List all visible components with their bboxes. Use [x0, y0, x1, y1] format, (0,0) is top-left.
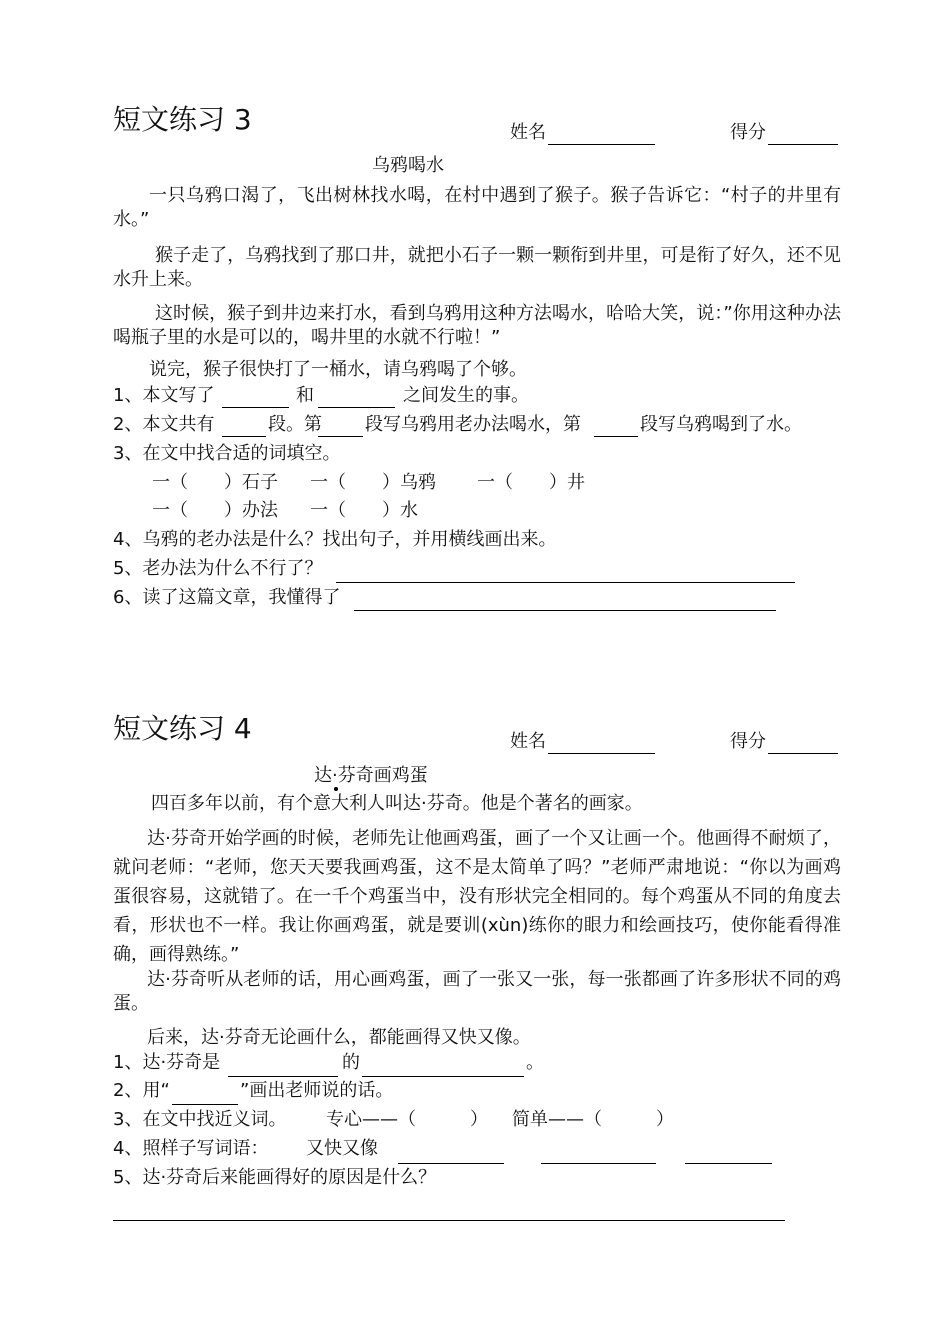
example-phrase: 又快又像	[306, 1138, 378, 1159]
story-title: 乌鸦喝水	[372, 155, 444, 176]
synonym-item[interactable]: 专心——（ ）	[326, 1109, 488, 1130]
score-field[interactable]	[768, 144, 838, 145]
question-2-blank[interactable]	[172, 1104, 238, 1105]
question-4: 4、乌鸦的老办法是什么？找出句子，并用横线画出来。	[113, 529, 557, 550]
synonym-item[interactable]: 简单——（ ）	[512, 1109, 674, 1130]
question-2-suffix: 段写乌鸦喝到了水。	[640, 414, 802, 435]
question-1-connector: 和	[296, 385, 314, 406]
question-1-prefix: 1、本文写了	[113, 385, 215, 406]
score-label: 得分	[730, 731, 766, 752]
fill-in-item[interactable]: 一（ ）办法	[152, 500, 278, 521]
question-1-prefix: 1、达·芬奇是	[113, 1052, 221, 1073]
paragraph: 一只乌鸦口渴了，飞出树林找水喝，在村中遇到了猴子。猴子告诉它：“村子的井里有水。”	[113, 185, 841, 230]
name-label: 姓名	[510, 122, 546, 143]
question-1-blank-1[interactable]	[222, 407, 289, 408]
paragraph: 四百多年以前，有个意大利人叫达·芬奇。他是个著名的画家。	[151, 793, 643, 814]
exercise-4-title: 短文练习 4	[113, 712, 252, 745]
score-field[interactable]	[768, 753, 838, 754]
question-2-blank-2[interactable]	[318, 436, 363, 437]
paragraph: 猴子走了，乌鸦找到了那口井，就把小石子一颗一颗衔到井里，可是衔了好久，还不见水升上来。	[113, 245, 841, 290]
question-1-suffix: 之间发生的事。	[403, 385, 529, 406]
fill-in-item[interactable]: 一（ ）井	[477, 472, 585, 493]
question-4-prefix: 4、照样子写词语：	[113, 1138, 269, 1159]
name-field[interactable]	[548, 144, 655, 145]
question-3: 3、在文中找合适的词填空。	[113, 443, 341, 464]
paragraph: 这时候，猴子到井边来打水，看到乌鸦用这种方法喝水，哈哈大笑，说：”你用这种办法喝瓶子里的水是可以的，喝井里的水就不行啦！”	[113, 303, 841, 348]
question-2-text-2: 段写乌鸦用老办法喝水，第	[365, 414, 581, 435]
question-1-suffix: 。	[526, 1052, 544, 1073]
paragraph: 后来，达·芬奇无论画什么，都能画得又快又像。	[147, 1027, 531, 1048]
question-5-answer-line[interactable]	[113, 1220, 785, 1221]
word-blank-2[interactable]	[541, 1163, 656, 1164]
question-2-text-1: 段。第	[268, 414, 322, 435]
name-field[interactable]	[548, 753, 655, 754]
question-2-prefix: 2、用“	[113, 1080, 170, 1101]
paragraph: 达·芬奇开始学画的时候，老师先让他画鸡蛋，画了一个又让画一个。他画得不耐烦了，就问老师：“老师，您天天要我画鸡蛋，这不是太简单了吗？”老师严肃地说：“你以为画鸡蛋很容易，这就错了。在一千个鸡蛋当中，没有形状完全相同的。每个鸡蛋从不同的角度去看，形状也不一样。我让你画鸡蛋，就是要训(xùn)练你的眼力和绘画技巧，使你能看得准确，画得熟练。”	[113, 828, 841, 965]
question-1-connector: 的	[342, 1052, 360, 1073]
question-5: 5、老办法为什么不行了？	[113, 558, 323, 579]
fill-in-item[interactable]: 一（ ）乌鸦	[310, 472, 436, 493]
question-1-blank-2[interactable]	[318, 407, 395, 408]
question-5: 5、达·芬奇后来能画得好的原因是什么？	[113, 1167, 437, 1188]
question-6: 6、读了这篇文章，我懂得了	[113, 587, 341, 608]
emphasis-dot	[334, 787, 338, 791]
score-label: 得分	[730, 122, 766, 143]
question-1-blank-2[interactable]	[362, 1076, 524, 1077]
question-2-prefix: 2、本文共有	[113, 414, 215, 435]
paragraph: 说完，猴子很快打了一桶水，请乌鸦喝了个够。	[149, 359, 527, 380]
word-blank-3[interactable]	[685, 1163, 772, 1164]
story-title: 达·芬奇画鸡蛋	[314, 765, 428, 786]
question-6-answer-line[interactable]	[354, 610, 776, 611]
question-2-suffix: ”画出老师说的话。	[240, 1080, 394, 1101]
exercise-3-title: 短文练习 3	[113, 103, 252, 136]
word-blank-1[interactable]	[398, 1163, 504, 1164]
name-label: 姓名	[510, 731, 546, 752]
question-3-prefix: 3、在文中找近义词。	[113, 1109, 287, 1130]
question-5-answer-line[interactable]	[336, 582, 795, 583]
question-2-blank-1[interactable]	[222, 436, 266, 437]
question-2-blank-3[interactable]	[594, 436, 638, 437]
question-1-blank-1[interactable]	[228, 1076, 338, 1077]
fill-in-item[interactable]: 一（ ）水	[310, 500, 418, 521]
paragraph: 达·芬奇听从老师的话，用心画鸡蛋，画了一张又一张，每一张都画了许多形状不同的鸡蛋。	[113, 969, 841, 1014]
fill-in-item[interactable]: 一（ ）石子	[152, 472, 278, 493]
